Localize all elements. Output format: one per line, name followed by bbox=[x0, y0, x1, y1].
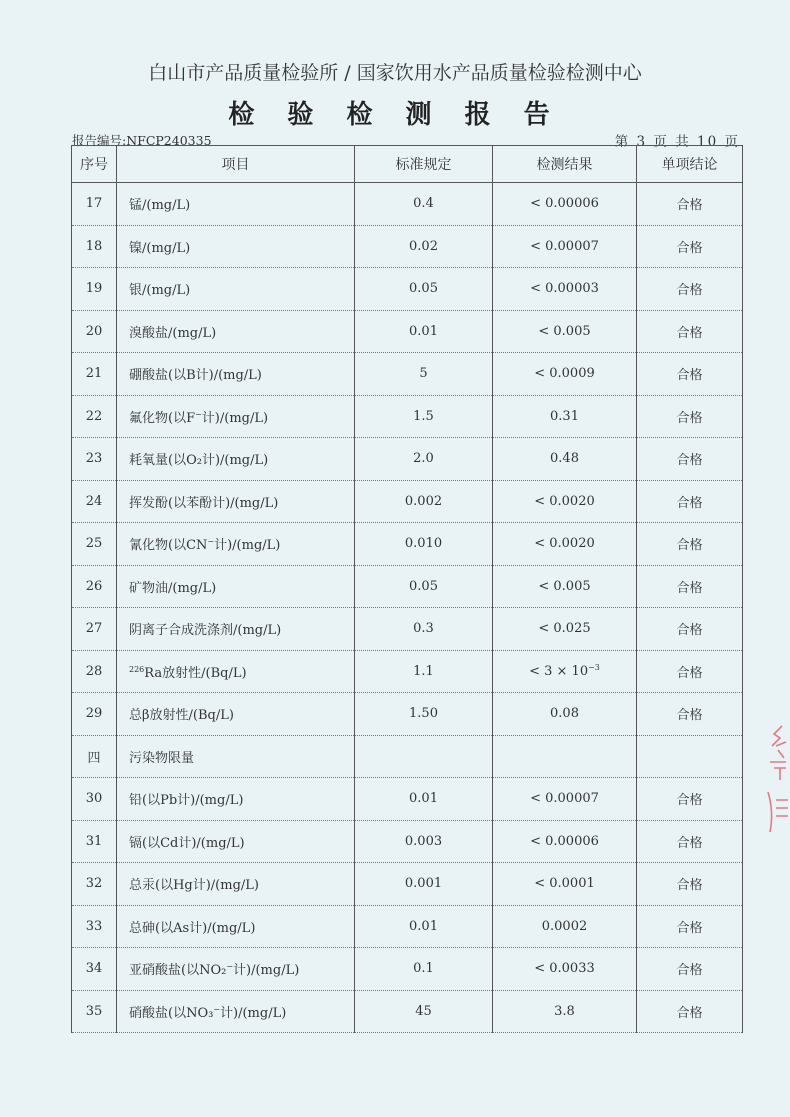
row-index: 27 bbox=[72, 608, 117, 651]
row-standard: 1.1 bbox=[355, 650, 493, 693]
table-row bbox=[72, 225, 743, 268]
row-standard: 0.3 bbox=[355, 608, 493, 651]
row-item: 银/(mg/L) bbox=[117, 268, 355, 311]
result-text: < 3 × 10 bbox=[529, 664, 589, 680]
table-header-row bbox=[72, 146, 743, 183]
table-row bbox=[72, 948, 743, 991]
row-conclusion: 合格 bbox=[637, 820, 743, 863]
row-item bbox=[117, 395, 355, 438]
table-row bbox=[72, 820, 743, 863]
row-conclusion: 合格 bbox=[637, 523, 743, 566]
row-index: 35 bbox=[72, 990, 117, 1033]
organization-title: 白山市产品质量检验所 / 国家饮用水产品质量检验检测中心 bbox=[148, 62, 642, 84]
row-standard: 0.1 bbox=[355, 948, 493, 991]
row-index: 33 bbox=[72, 905, 117, 948]
column-header-index: 序号 bbox=[72, 146, 117, 183]
row-item: 镉(以Cd计)/(mg/L) bbox=[117, 820, 355, 863]
item-text-prefix: 硝酸盐(以NO₃ bbox=[129, 1005, 214, 1021]
row-result: 3.8 bbox=[493, 990, 637, 1033]
result-exponent: −3 bbox=[588, 663, 600, 673]
row-result: < 0.005 bbox=[493, 565, 637, 608]
row-conclusion: 合格 bbox=[637, 778, 743, 821]
row-index: 21 bbox=[72, 353, 117, 396]
row-index: 26 bbox=[72, 565, 117, 608]
item-superscript: 226 bbox=[129, 664, 145, 674]
row-conclusion: 合格 bbox=[637, 183, 743, 226]
row-conclusion: 合格 bbox=[637, 438, 743, 481]
row-result: 0.08 bbox=[493, 693, 637, 736]
row-conclusion: 合格 bbox=[637, 948, 743, 991]
row-item: 挥发酚(以苯酚计)/(mg/L) bbox=[117, 480, 355, 523]
row-index: 29 bbox=[72, 693, 117, 736]
item-text-prefix: 亚硝酸盐(以NO₂ bbox=[129, 963, 227, 979]
table-row bbox=[72, 395, 743, 438]
table-row bbox=[72, 480, 743, 523]
column-header-conclusion: 单项结论 bbox=[637, 146, 743, 183]
table-row bbox=[72, 990, 743, 1033]
row-standard: 0.01 bbox=[355, 778, 493, 821]
row-item bbox=[117, 990, 355, 1033]
row-index: 四 bbox=[72, 735, 117, 778]
row-item: 总β放射性/(Bq/L) bbox=[117, 693, 355, 736]
row-conclusion: 合格 bbox=[637, 990, 743, 1033]
row-standard: 1.5 bbox=[355, 395, 493, 438]
row-index: 30 bbox=[72, 778, 117, 821]
item-text-suffix: 计)/(mg/L) bbox=[233, 963, 300, 979]
row-standard: 0.002 bbox=[355, 480, 493, 523]
row-item: 溴酸盐/(mg/L) bbox=[117, 310, 355, 353]
table-row bbox=[72, 905, 743, 948]
row-standard: 0.003 bbox=[355, 820, 493, 863]
row-conclusion: 合格 bbox=[637, 395, 743, 438]
row-index: 25 bbox=[72, 523, 117, 566]
report-title: 检 验 检 测 报 告 bbox=[228, 100, 562, 130]
row-index: 28 bbox=[72, 650, 117, 693]
table-row bbox=[72, 523, 743, 566]
item-superscript: − bbox=[213, 1004, 221, 1014]
row-conclusion: 合格 bbox=[637, 225, 743, 268]
row-result: < 0.0001 bbox=[493, 863, 637, 906]
row-result: 0.0002 bbox=[493, 905, 637, 948]
row-index: 31 bbox=[72, 820, 117, 863]
row-item: 铅(以Pb计)/(mg/L) bbox=[117, 778, 355, 821]
row-conclusion: 合格 bbox=[637, 693, 743, 736]
row-index: 17 bbox=[72, 183, 117, 226]
row-item: 锰/(mg/L) bbox=[117, 183, 355, 226]
row-conclusion: 合格 bbox=[637, 480, 743, 523]
row-standard: 0.001 bbox=[355, 863, 493, 906]
row-standard bbox=[355, 735, 493, 778]
row-conclusion: 合格 bbox=[637, 608, 743, 651]
row-index: 32 bbox=[72, 863, 117, 906]
row-result: < 0.00006 bbox=[493, 183, 637, 226]
row-result: < 0.00007 bbox=[493, 225, 637, 268]
row-result: < 0.0020 bbox=[493, 480, 637, 523]
row-item bbox=[117, 650, 355, 693]
row-conclusion: 合格 bbox=[637, 863, 743, 906]
report-number-label: 报告编号: bbox=[72, 133, 127, 148]
item-text-suffix: 计)/(mg/L) bbox=[201, 410, 269, 426]
row-result: < 0.0020 bbox=[493, 523, 637, 566]
row-conclusion: 合格 bbox=[637, 268, 743, 311]
table-row bbox=[72, 608, 743, 651]
results-table bbox=[71, 145, 743, 1033]
table-row bbox=[72, 268, 743, 311]
row-result: < 0.00007 bbox=[493, 778, 637, 821]
row-standard: 0.010 bbox=[355, 523, 493, 566]
column-header-standard: 标准规定 bbox=[355, 146, 493, 183]
row-result: < 0.00006 bbox=[493, 820, 637, 863]
table-row bbox=[72, 438, 743, 481]
row-item: 阴离子合成洗涤剂/(mg/L) bbox=[117, 608, 355, 651]
table-row bbox=[72, 183, 743, 226]
table-row bbox=[72, 863, 743, 906]
row-standard: 0.4 bbox=[355, 183, 493, 226]
item-superscript: − bbox=[226, 962, 234, 972]
row-index: 18 bbox=[72, 225, 117, 268]
item-text-suffix: 计)/(mg/L) bbox=[220, 1005, 287, 1021]
row-item: 总砷(以As计)/(mg/L) bbox=[117, 905, 355, 948]
row-item: 镍/(mg/L) bbox=[117, 225, 355, 268]
row-result: 0.31 bbox=[493, 395, 637, 438]
row-item: 矿物油/(mg/L) bbox=[117, 565, 355, 608]
table-row bbox=[72, 310, 743, 353]
row-standard: 0.05 bbox=[355, 565, 493, 608]
row-index: 22 bbox=[72, 395, 117, 438]
row-result bbox=[493, 650, 637, 693]
row-conclusion: 合格 bbox=[637, 565, 743, 608]
row-index: 19 bbox=[72, 268, 117, 311]
row-standard: 45 bbox=[355, 990, 493, 1033]
row-item bbox=[117, 523, 355, 566]
row-index: 34 bbox=[72, 948, 117, 991]
red-seal-stamp-fragment bbox=[760, 722, 790, 837]
item-text-prefix: 氰化物(以CN bbox=[129, 538, 208, 554]
column-header-item: 项目 bbox=[117, 146, 355, 183]
row-standard: 0.01 bbox=[355, 310, 493, 353]
item-text-suffix: Ra放射性/(Bq/L) bbox=[144, 665, 247, 681]
report-number-value: NFCP240335 bbox=[126, 133, 212, 148]
row-item: 耗氧量(以O₂计)/(mg/L) bbox=[117, 438, 355, 481]
row-standard: 0.05 bbox=[355, 268, 493, 311]
table-row bbox=[72, 353, 743, 396]
row-conclusion: 合格 bbox=[637, 650, 743, 693]
row-result: < 0.0033 bbox=[493, 948, 637, 991]
row-index: 23 bbox=[72, 438, 117, 481]
table-row bbox=[72, 693, 743, 736]
row-item: 总汞(以Hg计)/(mg/L) bbox=[117, 863, 355, 906]
row-index: 20 bbox=[72, 310, 117, 353]
row-result: < 0.005 bbox=[493, 310, 637, 353]
row-result bbox=[493, 735, 637, 778]
page-info: 第 3 页 共 10 页 bbox=[614, 134, 740, 150]
table-body bbox=[72, 183, 743, 1033]
item-superscript: − bbox=[195, 409, 202, 419]
row-conclusion: 合格 bbox=[637, 905, 743, 948]
row-index: 24 bbox=[72, 480, 117, 523]
row-standard: 2.0 bbox=[355, 438, 493, 481]
row-result: < 0.025 bbox=[493, 608, 637, 651]
table-row bbox=[72, 735, 743, 778]
row-standard: 1.50 bbox=[355, 693, 493, 736]
table-row bbox=[72, 650, 743, 693]
row-result: < 0.00003 bbox=[493, 268, 637, 311]
row-result: 0.48 bbox=[493, 438, 637, 481]
row-standard: 0.02 bbox=[355, 225, 493, 268]
row-conclusion: 合格 bbox=[637, 310, 743, 353]
row-standard: 0.01 bbox=[355, 905, 493, 948]
table-row bbox=[72, 565, 743, 608]
row-result: < 0.0009 bbox=[493, 353, 637, 396]
table-row bbox=[72, 778, 743, 821]
item-text-prefix: 氟化物(以F bbox=[129, 410, 196, 426]
item-text-suffix: 计)/(mg/L) bbox=[214, 538, 281, 554]
item-superscript: − bbox=[207, 537, 215, 547]
row-standard: 5 bbox=[355, 353, 493, 396]
row-conclusion: 合格 bbox=[637, 353, 743, 396]
column-header-result: 检测结果 bbox=[493, 146, 637, 183]
row-conclusion bbox=[637, 735, 743, 778]
row-item: 硼酸盐(以B计)/(mg/L) bbox=[117, 353, 355, 396]
row-item: 污染物限量 bbox=[117, 735, 355, 778]
row-item bbox=[117, 948, 355, 991]
